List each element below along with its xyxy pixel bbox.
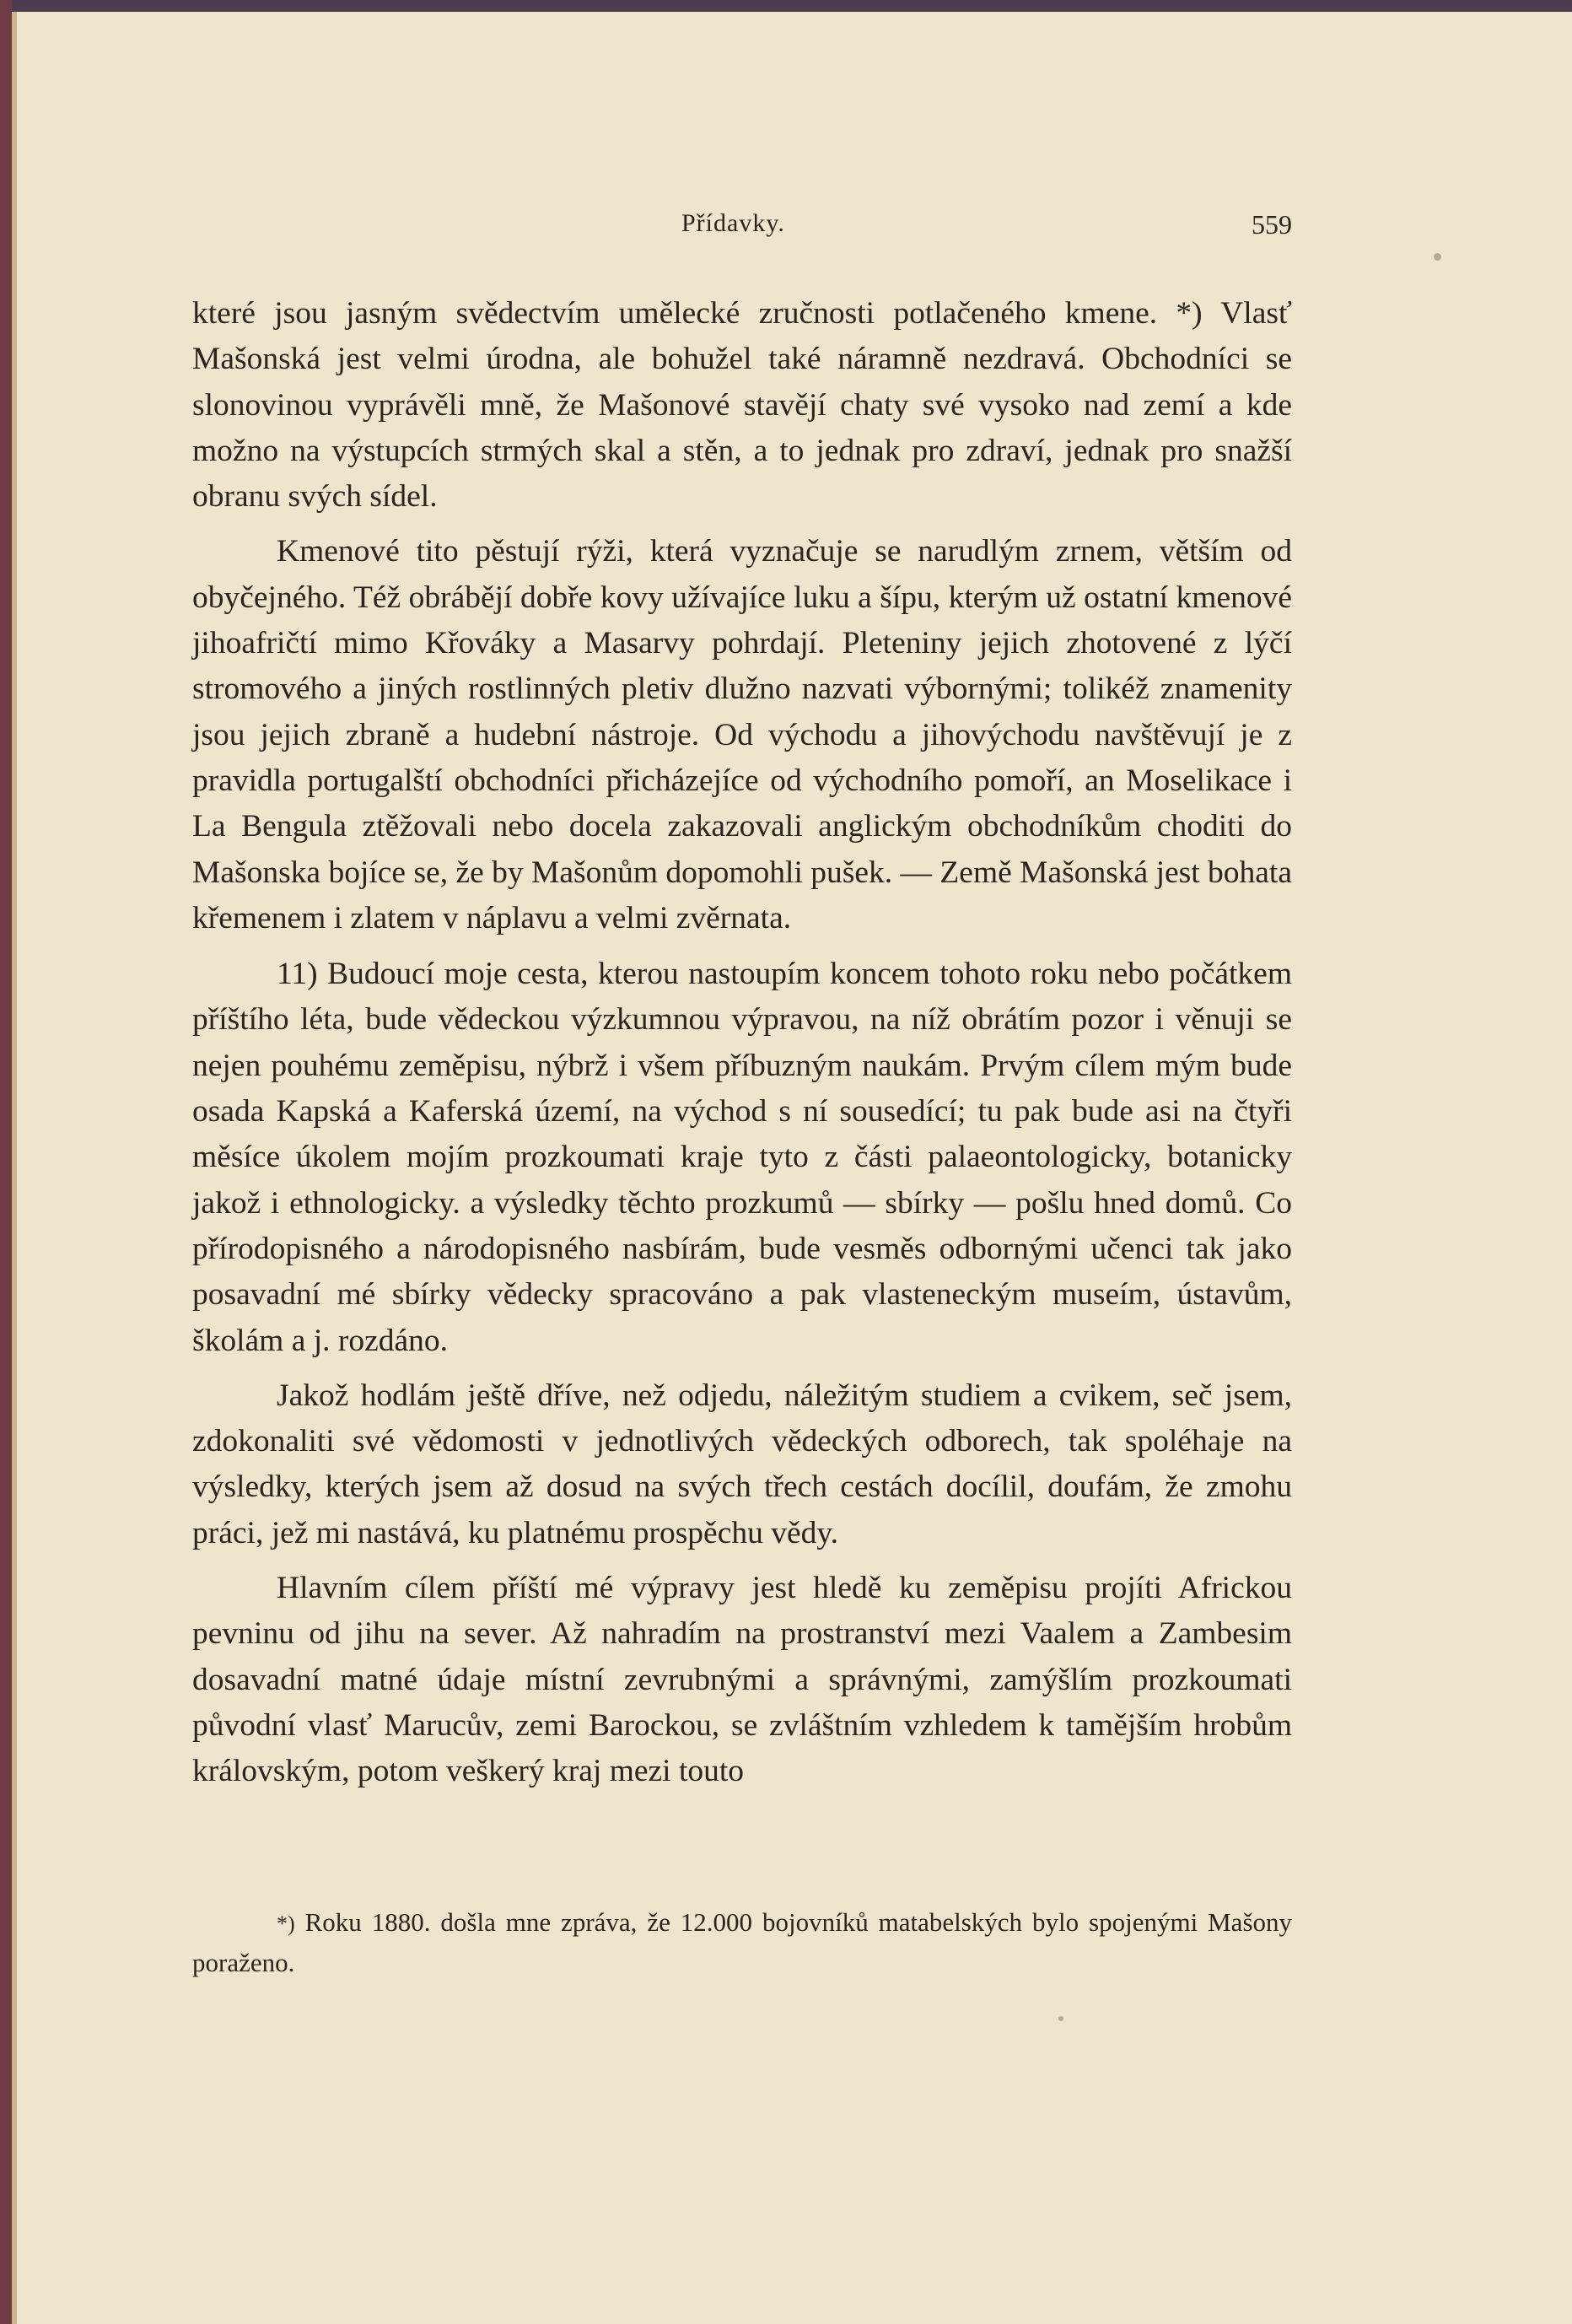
- footnote: [192, 1903, 1292, 1982]
- footnote-text: Roku 1880. došla mne zpráva, že 12.000 bojovníků matabelských bylo spojenými Mašony poraženo.: [192, 1907, 1293, 1977]
- footnote-marker: *): [277, 1912, 295, 1936]
- book-binding-edge: [0, 0, 12, 2324]
- paper-speck: [1434, 253, 1441, 261]
- paragraph-2: Kmenové tito pěstují rýži, která vyznačuje se narudlým zrnem, větším od obyčejného. Též obrábějí dobře kovy užívajíce luku a šípu, kterým už ostatní kmenové jihoafričtí mimo Křováky a Masarvy pohrdají. Pleteniny jejich zhotovené z lýčí stromového a jiných rostlinných pletiv dlužno nazvati výbornými; tolikéž znamenity jsou jejich zbraně a hudební nástroje. Od východu a jihovýchodu navštěvují je z pravidla portugalští obchodníci přicházejíce od východního pomoří, an Moselikace i La Bengula ztěžovali nebo docela zakazovali anglickým obchodníkům choditi do Mašonska bojíce se, že by Mašonům dopomohli pušek. — Země Mašonská jest bohata křemenem i zlatem v náplavu a velmi zvěrnata.: [192, 534, 1292, 936]
- paper-speck: [1058, 2016, 1063, 2021]
- paragraph-4: Jakož hodlám ještě dříve, než odjedu, náležitým studiem a cvikem, seč jsem, zdokonaliti své vědomosti v jednotlivých vědeckých odborech, tak spoléhaje na výsledky, kterých jsem až dosud na svých třech cestách docílil, doufám, že zmohu práci, jež mi nastává, ku platnému prospěchu vědy.: [192, 1378, 1292, 1550]
- paragraph-5: Hlavním cílem příští mé výpravy jest hledě ku zeměpisu projíti Africkou pevninu od jihu na sever. Až nahradím na prostranství mezi Vaalem a Zambesim dosavadní matné údaje místní zevrubnými a správnými, zamýšlím prozkoumati původní vlasť Marucův, zemi Barockou, se zvláštním vzhledem k tamějším hrobům královským, potom veškerý kraj mezi touto: [192, 1571, 1292, 1789]
- page-number: 559: [1252, 209, 1292, 240]
- page-header: [192, 209, 1292, 251]
- page-gutter: [12, 12, 17, 2324]
- scan-top-edge: [0, 0, 1572, 12]
- paragraph-1: které jsou jasným svědectvím umělecké zručnosti potlačeného kmene. *) Vlasť Mašonská jest velmi úrodna, ale bohužel také náramně nezdravá. Obchodníci se slonovinou vyprávěli mně, že Mašonové stavějí chaty své vysoko nad zemí a kde možno na výstupcích strmých skal a stěn, a to jednak pro zdraví, jednak pro snažší obranu svých sídel.: [192, 296, 1292, 515]
- main-text: [192, 291, 1292, 1804]
- paragraph-3: 11) Budoucí moje cesta, kterou nastoupím koncem tohoto roku nebo počátkem příštího léta, bude vědeckou výzkumnou výpravou, na níž obrátím pozor i věnuji se nejen pouhému zeměpisu, nýbrž i všem příbuzným naukám. Prvým cílem mým bude osada Kapská a Kaferská území, na východ s ní sousedící; tu pak bude asi na čtyři měsíce úkolem mojím prozkoumati kraje tyto z části palaeontologicky, botanicky jakož i ethnologicky. a výsledky těchto prozkumů — sbírky — pošlu hned domů. Co přírodopisného a národopisného nasbírám, bude vesměs odbornými učenci tak jako posavadní mé sbírky vědecky spracováno a pak vlasteneckým museím, ústavům, školám a j. rozdáno.: [192, 957, 1292, 1358]
- running-head: Přídavky.: [681, 209, 785, 237]
